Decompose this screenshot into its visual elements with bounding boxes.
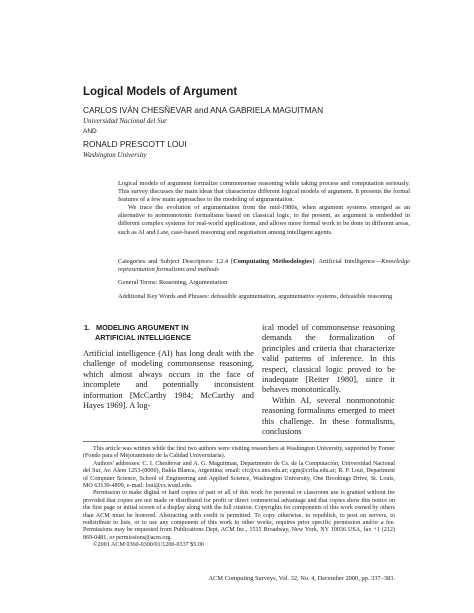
section-heading (84, 323, 254, 343)
footnotes (83, 446, 395, 550)
body-right-paragraph-1: ical model of commonsense reasoning demands the formalization of principles and criteria that characterize valid patterns of inference. In this respect, classical logic proved to be inadequate [Reiter 1980], since it behaves monotonically. (262, 323, 395, 395)
section-number: 1. (84, 323, 91, 332)
authors-line-2: RONALD PRESCOTT LOUI (83, 139, 187, 149)
and-label: AND (83, 128, 97, 135)
body-left-text: Artificial intelligence (AI) has long dealt with the challenge of modeling commonsense reasoning, which almost always occurs in the face of incomplete and potentially inconsistent information [McCarthy 1984; McCarthy and Hayes 1969]. A log- (83, 349, 254, 411)
ccs-bold: Computating Methodologies (233, 258, 312, 265)
authors-line-1: CARLOS IVÁN CHESÑEVAR and ANA GABRIELA MAGUITMAN (83, 105, 324, 115)
footnote-copyright: ©2001 ACM 0360-0300/01/1200-0337 $5.00 (93, 542, 204, 549)
footnote-permission: Permission to make digital or hard copies of part or all of this work for personal or classroom use is granted without fee provided that copies are not made or distributed for profit or direct commercial advantage and that copies show this notice on the first page or initial screen of a display along with the full citation. Copyrights for components of this work owned by others than ACM must be honored. Abstracting with credit is permitted. To copy otherwise, to republish, to post on servers, to redistribute to lists, or to use any component of this work in other works, requires prior specific permission and/or a fee. Permissions may be requested from Publications Dept, ACM Inc., 1515 Broadway, New York, NY 10036 USA, fax +1 (212) 869-0481, or permissions@acm.org. (83, 490, 395, 541)
section-title-line-2: ARTIFICIAL INTELLIGENCE (95, 333, 191, 342)
body-column-right (262, 323, 395, 437)
subject-descriptors (118, 258, 410, 274)
affiliation-1: Universidad Nacional del Sur (83, 117, 167, 125)
body-right-paragraph-2: Within AI, several nonmonotonic reasoning formalisms emerged to meet this challenge. In these formalisms, conclusions (262, 395, 395, 437)
body-column-left (83, 349, 254, 411)
running-footer: ACM Computing Surveys, Vol. 32, No. 4, December 2000, pp. 337–383. (208, 575, 395, 582)
footnote-addresses: Authors' addresses: C. I. Chesñevar and A. G. Maguitman, Departmento de Cs. de la Computación, Universidad Nacional del Sur, Av. Alem 1253-(8000), Bahía Blanca, Argentina; email: cic@cs.uns.edu.ar; cgm@criba.edu.ar; R. P. Loui, Department of Computer Science, School of Engineering and Applied Science, Washington University, One Brookings Drive, St. Louis, MO 63130-4899, e-mail: loui@cs.wustl.edu. (83, 460, 395, 490)
ccs-middle: ]: Artificial Intelligence— (311, 258, 382, 265)
abstract-paragraph-2: We trace the evolution of argumentation from the mid-1980s, when argument systems emerged as an alternative to nonmonotonic formalisms based on classical logic, to the present, as argument is embedded in different complex systems for real-world applications, and allows more formal work to be done in different areas, such as AI and Law, case-based reasoning and negotiation among intelligent agents. (118, 204, 410, 236)
footnote-divider (83, 441, 395, 442)
affiliation-2: Washington University (83, 151, 147, 159)
footnote-support: This article was written while the first two authors were visiting researchers at Washington University, supported by Fomec (Fondo para el Mejoramiento de la Calidad Universitaria). (83, 446, 395, 460)
general-terms: General Terms: Reasoning, Argumentation (118, 279, 228, 286)
keywords: Additional Key Words and Phrases: defeasible argumentation, argumentative systems, defeasible reasoning (118, 293, 393, 300)
paper-title: Logical Models of Argument (83, 86, 238, 98)
abstract (118, 180, 410, 237)
section-title-line-1: MODELING ARGUMENT IN (96, 323, 189, 332)
abstract-paragraph-1: Logical models of argument formalize commonsense reasoning while taking process and computation seriously. This survey discusses the main ideas that characterize different logical models of argument. It presents the formal features of a few main approaches to the modeling of argumentation. (118, 180, 410, 204)
ccs-italic: Knowledge representation formalisms and methods (118, 258, 410, 274)
ccs-prefix: Categories and Subject Descriptors: I.2.4 [ (118, 258, 234, 265)
